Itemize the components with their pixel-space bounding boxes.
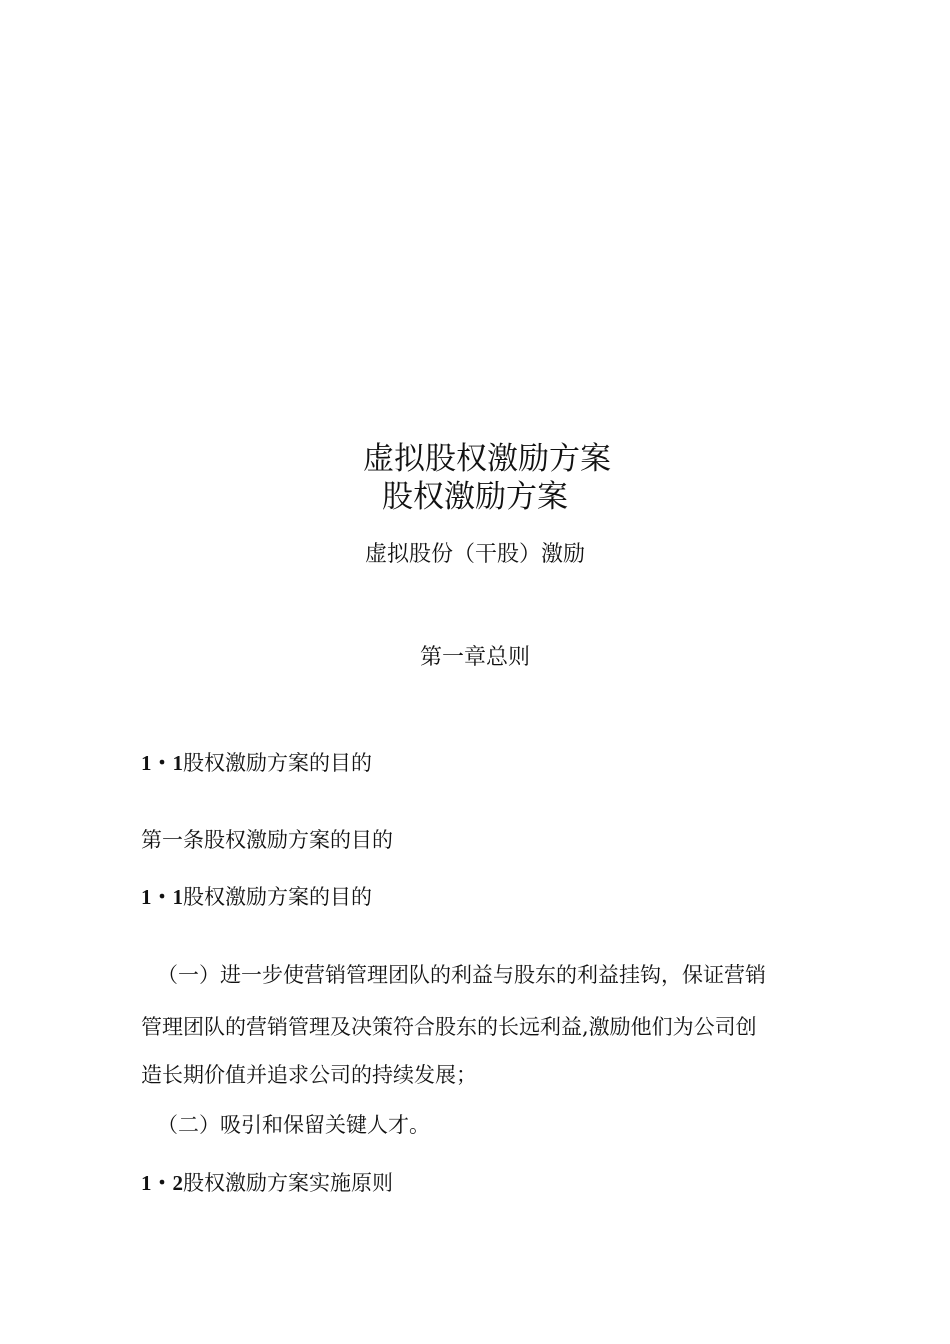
section-heading-1-2 xyxy=(141,1168,393,1198)
section-number: 1・2 xyxy=(141,1171,183,1195)
paragraph-line: 造长期价值并追求公司的持续发展； xyxy=(141,1063,477,1087)
section-heading-1-1 xyxy=(141,748,372,778)
document-title: 虚拟股权激励方案 xyxy=(363,441,611,477)
paragraph-line: 管理团队的营销管理及决策符合股东的长远利益,激励他们为公司创 xyxy=(141,1015,757,1039)
chapter-heading: 第一章总则 xyxy=(419,645,530,670)
paragraph-line: （二）吸引和保留关键人才。 xyxy=(157,1113,430,1137)
article-title: 第一条股权激励方案的目的 xyxy=(141,828,393,852)
document-subtitle-title: 股权激励方案 xyxy=(382,479,568,515)
article-heading xyxy=(141,825,393,855)
section-heading-1-1-repeat xyxy=(141,882,372,912)
paragraph-line: （一）进一步使营销管理团队的利益与股东的利益挂钩，保证营销 xyxy=(157,963,766,987)
section-title: 股权激励方案的目的 xyxy=(183,885,372,909)
section-number: 1・1 xyxy=(141,885,183,909)
section-number: 1・1 xyxy=(141,751,183,775)
section-title: 股权激励方案的目的 xyxy=(183,751,372,775)
section-title: 股权激励方案实施原则 xyxy=(183,1171,393,1195)
document-subtitle: 虚拟股份（干股）激励 xyxy=(364,542,585,567)
